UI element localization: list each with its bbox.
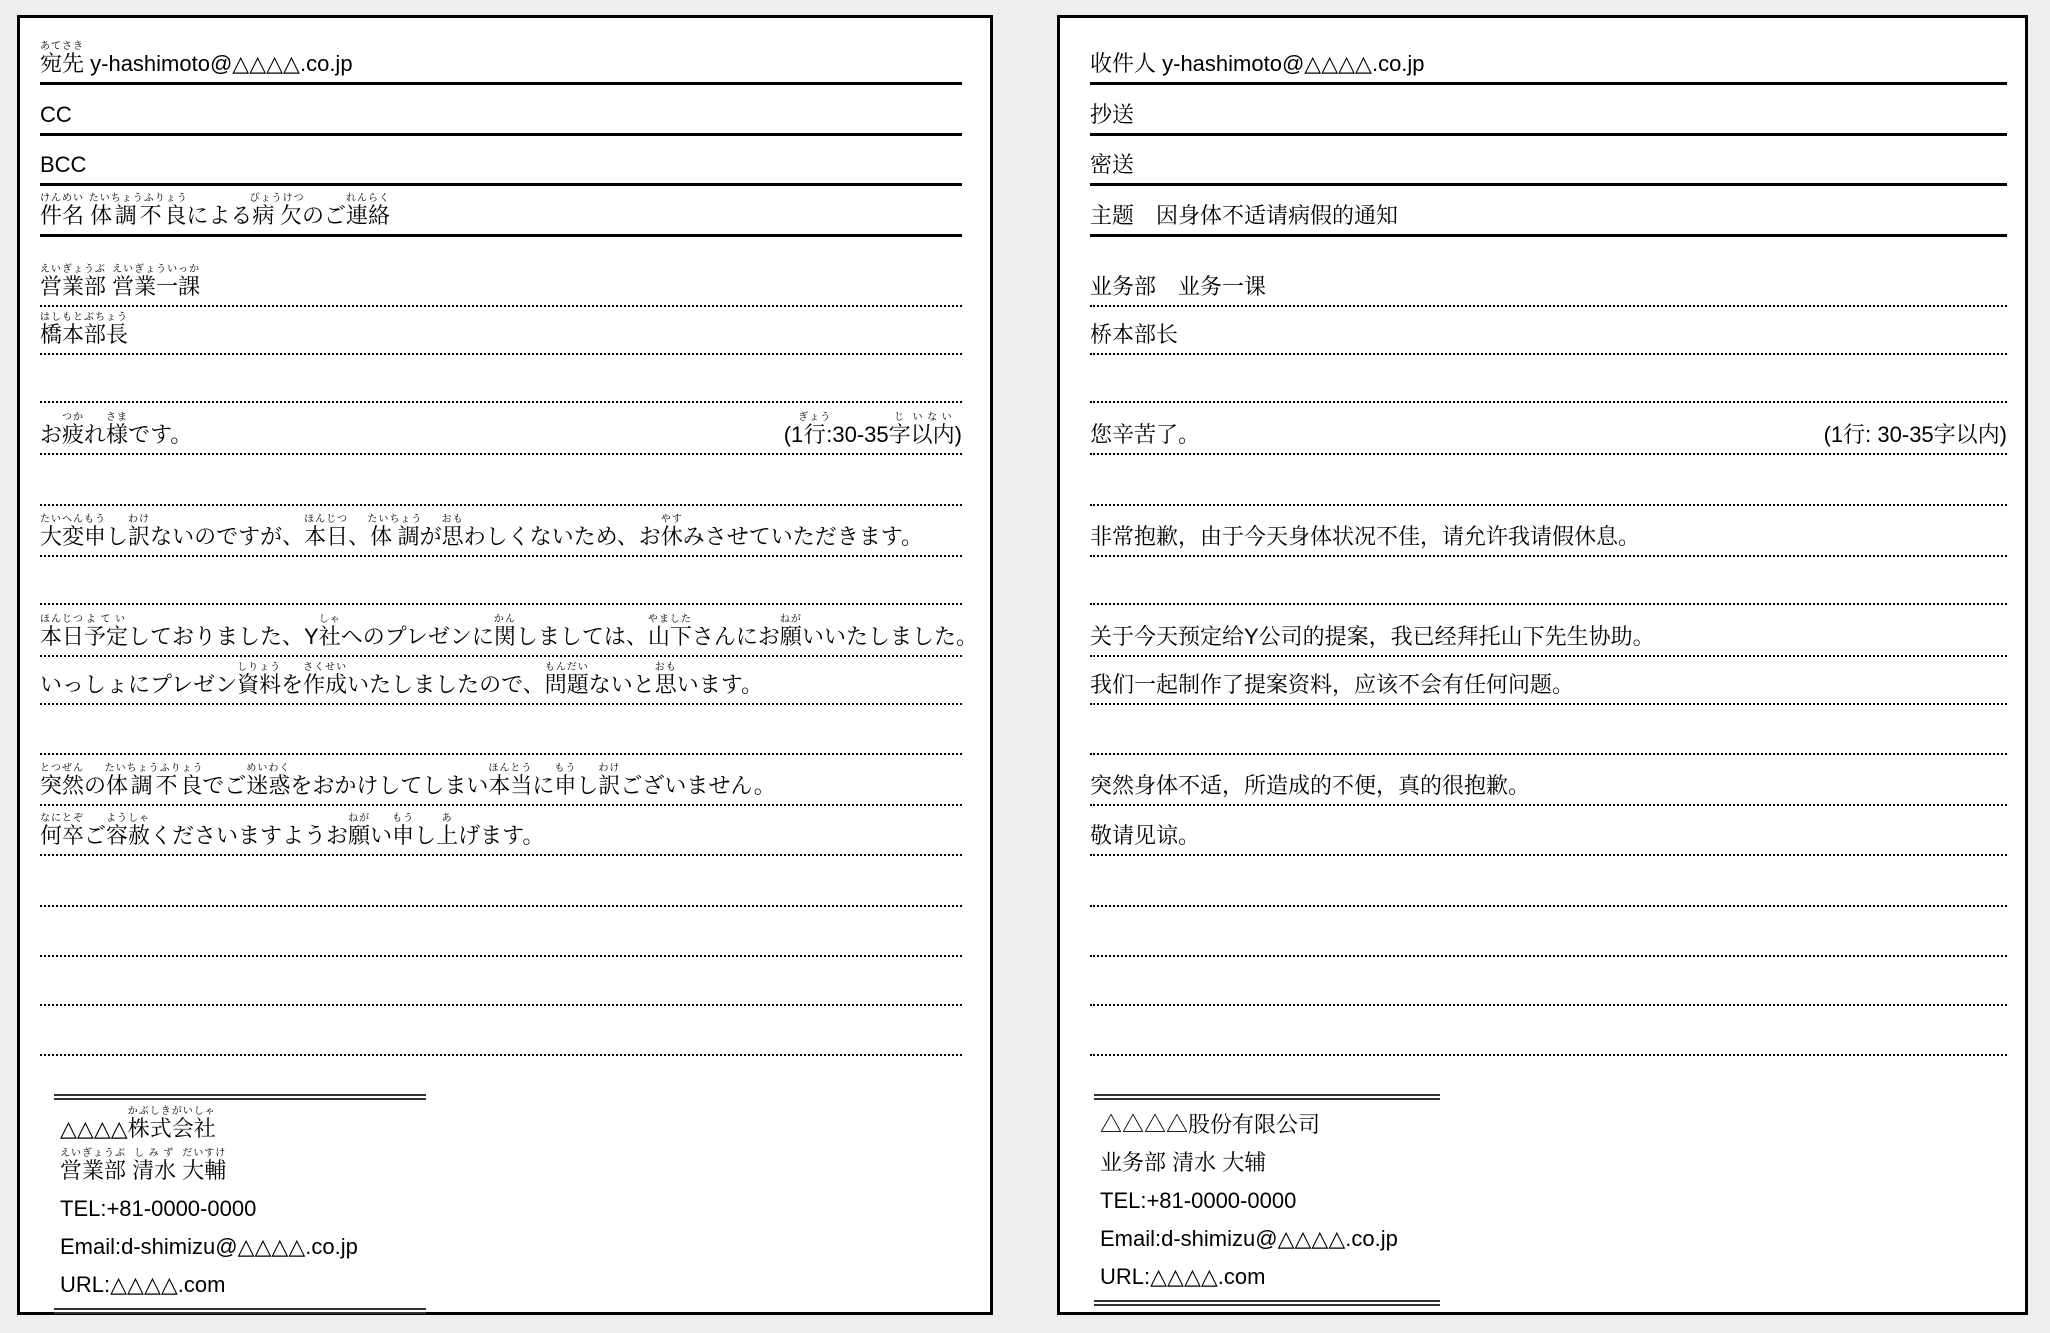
header-field-row	[1090, 136, 2007, 186]
ruby-annotated-text: 本日ほんじつ	[40, 614, 85, 650]
line-text	[40, 264, 200, 300]
furigana-reading: かぶしきがいしゃ	[127, 1106, 216, 1117]
furigana-reading: しりょう	[237, 662, 282, 674]
body-line-row	[40, 307, 962, 355]
ruby-annotated-text: 本当ほんとう	[488, 763, 533, 799]
ruby-annotated-text: 願ねが	[348, 813, 371, 849]
furigana-reading: やす	[660, 514, 683, 526]
ruby-annotated-text: 営業一課えいぎょういっか	[112, 264, 201, 300]
furigana-reading: だいすけ	[182, 1148, 227, 1159]
furigana-reading: もんだい	[544, 662, 589, 674]
signature-line: △△△△股份有限公司	[1100, 1112, 1321, 1137]
ruby-annotated-text: 営業部えいぎょうぶ	[40, 264, 107, 300]
ruby-annotated-text: 営業部えいぎょうぶ	[60, 1148, 127, 1183]
body-line-row	[1090, 605, 2007, 657]
body-line-row	[1090, 557, 2007, 605]
furigana-reading: ぎょう	[798, 412, 832, 424]
signature-line: 业务部 清水 大辅	[1100, 1150, 1267, 1175]
body-line-row	[1090, 403, 2007, 455]
furigana-reading: ほんじつ	[304, 514, 349, 526]
body-line-row	[40, 957, 962, 1006]
header-field-row	[1090, 18, 2007, 85]
body-line-row	[1090, 657, 2007, 705]
signature-block	[1094, 1094, 1440, 1306]
ruby-annotated-text: 訳わけ	[128, 514, 151, 550]
furigana-reading: めいわく	[246, 763, 291, 775]
furigana-reading: ほんとう	[488, 763, 533, 775]
furigana-reading: おも	[441, 514, 464, 526]
body-line-row	[40, 856, 962, 907]
ruby-annotated-text: 体調不良たいちょうふりょう	[104, 763, 204, 799]
ruby-annotated-text: 大輔だいすけ	[182, 1148, 227, 1183]
line-length-hint: (1行ぎょう:30-35字じ以内いない)	[783, 412, 962, 448]
furigana-reading: やました	[647, 614, 692, 626]
ruby-annotated-text: 疲つか	[62, 412, 85, 448]
signature-line: TEL:+81-0000-0000	[1100, 1188, 1297, 1213]
header-field-row	[1090, 85, 2007, 136]
ruby-annotated-text: 訳わけ	[598, 763, 621, 799]
furigana-reading: しゃ	[318, 614, 341, 626]
line-text: 件名けんめい 体調不良たいちょうふりょうによる病欠びょうけつのご連絡れんらく	[40, 193, 390, 229]
body-line-row	[1090, 806, 2007, 856]
email-body-lines	[40, 237, 978, 1056]
furigana-reading: たいちょう	[367, 514, 423, 526]
line-text: 宛先あてさき y-hashimoto@△△△△.co.jp	[40, 41, 353, 77]
ruby-annotated-text: 思おも	[654, 662, 677, 698]
furigana-reading: つか	[62, 412, 85, 424]
ruby-annotated-text: 行ぎょう	[798, 412, 832, 448]
signature-line	[60, 1148, 422, 1190]
email-body-lines	[1090, 237, 2007, 1056]
furigana-reading: わけ	[598, 763, 621, 775]
furigana-reading: ほんじつ	[40, 614, 85, 626]
ruby-annotated-text: 申もう	[84, 514, 107, 550]
body-line-row	[40, 506, 962, 557]
furigana-reading: なにとぞ	[40, 813, 85, 825]
body-line-row	[40, 557, 962, 605]
furigana-reading: たいへん	[40, 514, 85, 526]
furigana-reading: あてさき	[40, 41, 85, 53]
furigana-reading: びょうけつ	[249, 193, 305, 205]
ruby-annotated-text: 休やす	[660, 514, 683, 550]
body-line-row	[40, 705, 962, 755]
ruby-annotated-text: 清水しみず	[132, 1148, 177, 1183]
line-text: 大変たいへん申もうし訳わけないのですが、本日ほんじつ、体調たいちょうが思おもわしくないため、お休やすみさせていただきます。	[40, 514, 924, 550]
ruby-annotated-text: 山下やました	[647, 614, 692, 650]
body-line-row	[40, 605, 978, 657]
ruby-annotated-text: 株式会社かぶしきがいしゃ	[127, 1106, 216, 1141]
furigana-reading: えいぎょうぶ	[60, 1148, 127, 1159]
furigana-reading: しみず	[132, 1148, 177, 1159]
line-text: 收件人 y-hashimoto@△△△△.co.jp	[1090, 51, 1425, 77]
ruby-annotated-text: 病欠びょうけつ	[249, 193, 305, 229]
line-text: 密送	[1090, 152, 1135, 178]
line-text: 业务部 业务一课	[1090, 274, 1267, 300]
ruby-annotated-text: 申もう	[392, 813, 415, 849]
body-line-row	[40, 657, 962, 705]
furigana-reading: ようしゃ	[106, 813, 151, 825]
body-line-row	[1090, 307, 2007, 355]
line-text: 抄送	[1090, 102, 1135, 128]
body-line-row	[1090, 705, 2007, 755]
furigana-reading: たいちょうふりょう	[104, 763, 204, 775]
signature-line: Email:d-shimizu@△△△△.co.jp	[1100, 1226, 1398, 1251]
line-text: 我们一起制作了提案资料，应该不会有任何问题。	[1090, 672, 1575, 698]
line-text: 桥本部长	[1090, 322, 1179, 348]
header-field-row	[1090, 186, 2007, 237]
furigana-reading: れんらく	[345, 193, 390, 205]
body-line-row	[40, 237, 962, 307]
header-field-row	[40, 18, 962, 85]
header-field-row	[40, 186, 962, 237]
body-line-row	[1090, 237, 2007, 307]
body-line-row	[40, 355, 962, 403]
body-line-row	[1090, 1006, 2007, 1056]
ruby-annotated-text: 上あ	[436, 813, 459, 849]
ruby-annotated-text: 突然とつぜん	[40, 763, 85, 799]
header-field-row	[40, 136, 962, 186]
line-length-hint: (1行: 30-35字以内)	[1823, 422, 2007, 448]
body-line-row	[1090, 907, 2007, 957]
furigana-reading: ねが	[348, 813, 371, 825]
line-text: 突然とつぜんの体調不良たいちょうふりょうでご迷惑めいわくをおかけしてしまい本当ほんとうに申もうし訳わけございません。	[40, 763, 776, 799]
ruby-annotated-text: 宛先あてさき	[40, 41, 85, 77]
furigana-reading: かん	[493, 614, 516, 626]
body-line-row	[1090, 755, 2007, 806]
signature-line: URL:△△△△.com	[1100, 1264, 1266, 1289]
ruby-annotated-text: 連絡れんらく	[345, 193, 390, 229]
ruby-annotated-text: 体調不良たいちょうふりょう	[88, 193, 188, 229]
furigana-reading: ねが	[779, 614, 802, 626]
ruby-annotated-text: 予定よてい	[84, 614, 129, 650]
furigana-reading: えいぎょうぶ	[40, 264, 107, 276]
line-text: 敬请见谅。	[1090, 823, 1201, 849]
body-line-row	[40, 455, 962, 506]
ruby-annotated-text: 資料しりょう	[237, 662, 282, 698]
line-text: 本日ほんじつ予定よていしておりました、Y社しゃへのプレゼンに関かんしましては、山下やましたさんにお願ねがいいたしました。	[40, 614, 978, 650]
ruby-annotated-text: 本日ほんじつ	[304, 514, 349, 550]
line-text: 非常抱歉，由于今天身体状况不佳，请允许我请假休息。	[1090, 524, 1641, 550]
ruby-annotated-text: 字じ	[888, 412, 911, 448]
signature-line: URL:△△△△.com	[60, 1272, 226, 1297]
ruby-annotated-text: 願ねが	[779, 614, 802, 650]
line-text: 何卒なにとぞご容赦ようしゃくださいますようお願ねがい申もうし上あげます。	[40, 813, 545, 849]
signature-line: Email:d-shimizu@△△△△.co.jp	[60, 1234, 358, 1259]
line-text: CC	[40, 102, 72, 128]
furigana-reading: もう	[392, 813, 415, 825]
line-text	[40, 312, 128, 348]
body-line-row	[40, 1006, 962, 1056]
ruby-annotated-text: 社しゃ	[318, 614, 341, 650]
ruby-annotated-text: 大変たいへん	[40, 514, 85, 550]
furigana-reading: いない	[910, 412, 955, 424]
email-header-fields	[40, 18, 962, 237]
furigana-reading: あ	[436, 813, 459, 825]
ruby-annotated-text: 橋本部長はしもとぶちょう	[40, 312, 129, 348]
furigana-reading: もう	[84, 514, 107, 526]
ruby-annotated-text: 問題もんだい	[544, 662, 589, 698]
ruby-annotated-text: 体調たいちょう	[367, 514, 423, 550]
furigana-reading: さま	[106, 412, 129, 424]
ruby-annotated-text: 容赦ようしゃ	[106, 813, 151, 849]
body-line-row	[40, 755, 962, 806]
furigana-reading: もう	[554, 763, 577, 775]
furigana-reading: けんめい	[40, 193, 85, 205]
ruby-annotated-text: 何卒なにとぞ	[40, 813, 85, 849]
line-text: 主题 因身体不适请病假的通知	[1090, 203, 1399, 229]
furigana-reading: とつぜん	[40, 763, 84, 775]
body-line-row	[1090, 506, 2007, 557]
furigana-reading: えいぎょういっか	[112, 264, 201, 276]
line-text: 您辛苦了。	[1090, 422, 1201, 448]
furigana-reading: たいちょうふりょう	[88, 193, 188, 205]
ruby-annotated-text: 迷惑めいわく	[246, 763, 291, 799]
furigana-reading: じ	[888, 412, 911, 424]
furigana-reading: よてい	[84, 614, 129, 626]
ruby-annotated-text: 申もう	[554, 763, 577, 799]
ruby-annotated-text: 以内いない	[910, 412, 955, 448]
header-field-row	[40, 85, 962, 136]
signature-block	[54, 1094, 426, 1314]
ruby-annotated-text: 関かん	[493, 614, 516, 650]
body-line-row	[1090, 455, 2007, 506]
ruby-annotated-text: 思おも	[441, 514, 464, 550]
body-line-row	[1090, 957, 2007, 1006]
signature-line: △△△△株式会社かぶしきがいしゃ	[60, 1106, 216, 1141]
japanese-email-panel	[17, 15, 993, 1315]
body-line-row	[1090, 355, 2007, 403]
chinese-email-panel	[1057, 15, 2028, 1315]
signature-line: TEL:+81-0000-0000	[60, 1196, 257, 1221]
furigana-reading: さくせい	[303, 662, 348, 674]
furigana-reading: わけ	[128, 514, 151, 526]
ruby-annotated-text: 様さま	[106, 412, 129, 448]
body-line-row	[1090, 856, 2007, 907]
line-text: BCC	[40, 152, 87, 178]
ruby-annotated-text: 作成さくせい	[303, 662, 348, 698]
email-header-fields	[1090, 18, 2007, 237]
body-line-row	[40, 806, 962, 856]
body-line-row	[40, 403, 962, 455]
line-text: いっしょにプレゼン資料しりょうを作成さくせいいたしましたので、問題もんだいないと思おもいます。	[40, 662, 764, 698]
furigana-reading: おも	[654, 662, 677, 674]
ruby-annotated-text: 件名けんめい	[40, 193, 85, 229]
furigana-reading: はしもとぶちょう	[40, 312, 129, 324]
line-text: 突然身体不适，所造成的不便，真的很抱歉。	[1090, 773, 1531, 799]
body-line-row	[40, 907, 962, 957]
line-text: お疲つかれ様さまです。	[40, 412, 193, 448]
line-text: 关于今天预定给Y公司的提案，我已经拜托山下先生协助。	[1090, 624, 1655, 650]
